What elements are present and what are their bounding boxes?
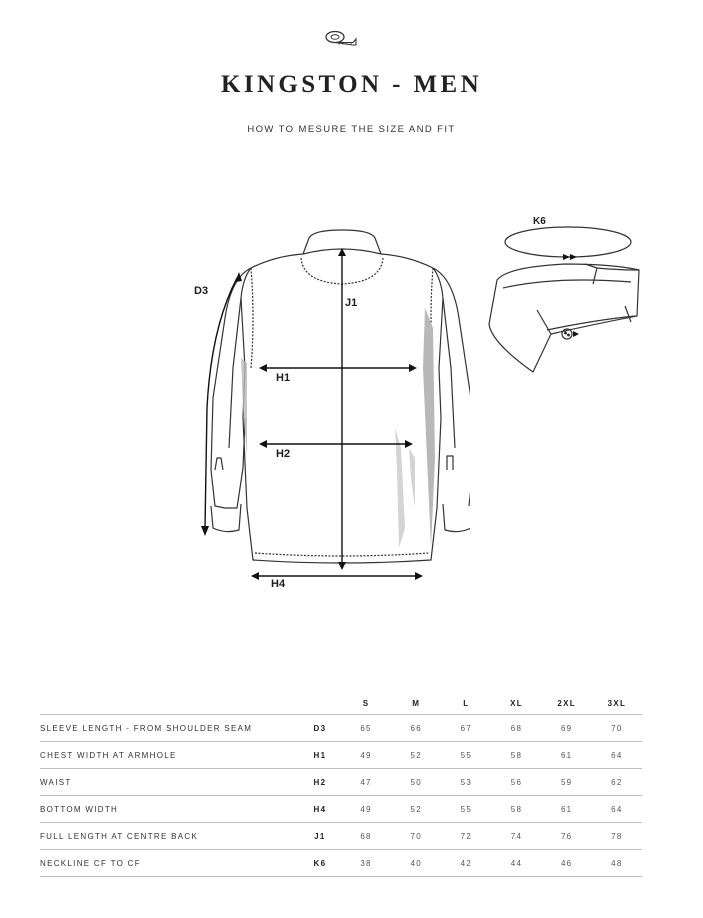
- measure-code: K6: [299, 850, 341, 877]
- page-title: KINGSTON - MEN: [220, 71, 483, 98]
- label-h2: H2: [276, 448, 291, 460]
- size-value: 52: [391, 796, 441, 823]
- size-value: 61: [542, 742, 592, 769]
- label-k6: K6: [533, 216, 546, 227]
- size-value: 44: [491, 850, 541, 877]
- table-header-l: L: [441, 692, 491, 715]
- measure-name: CHEST WIDTH AT ARMHOLE: [40, 742, 299, 769]
- size-value: 55: [441, 796, 491, 823]
- size-table: [40, 692, 642, 877]
- measure-code: D3: [299, 715, 341, 742]
- size-value: 48: [592, 850, 642, 877]
- size-value: 69: [542, 715, 592, 742]
- measure-name: BOTTOM WIDTH: [40, 796, 299, 823]
- table-row: [40, 823, 642, 850]
- label-h1: H1: [276, 372, 291, 384]
- size-value: 58: [491, 742, 541, 769]
- measurement-lines: [201, 248, 423, 580]
- collar-diagram: [485, 212, 645, 382]
- size-value: 64: [592, 796, 642, 823]
- size-value: 49: [341, 742, 391, 769]
- measure-name: WAIST: [40, 769, 299, 796]
- measure-code: J1: [299, 823, 341, 850]
- size-value: 55: [441, 742, 491, 769]
- size-value: 64: [592, 742, 642, 769]
- table-row: [40, 715, 642, 742]
- table-row: [40, 796, 642, 823]
- tape-measure-icon: [323, 28, 359, 48]
- size-value: 78: [592, 823, 642, 850]
- size-value: 61: [542, 796, 592, 823]
- size-value: 58: [491, 796, 541, 823]
- table-header-xl: XL: [491, 692, 541, 715]
- size-value: 53: [441, 769, 491, 796]
- table-header-s: S: [341, 692, 391, 715]
- label-j1: J1: [345, 297, 358, 309]
- size-value: 50: [391, 769, 441, 796]
- size-value: 46: [542, 850, 592, 877]
- size-value: 76: [542, 823, 592, 850]
- page-subtitle: HOW TO MESURE THE SIZE AND FIT: [247, 124, 456, 135]
- table-header: [40, 692, 299, 715]
- table-header-m: M: [391, 692, 441, 715]
- size-value: 52: [391, 742, 441, 769]
- label-d3: D3: [194, 285, 209, 297]
- size-value: 65: [341, 715, 391, 742]
- table-row: [40, 769, 642, 796]
- measure-name: NECKLINE CF TO CF: [40, 850, 299, 877]
- size-value: 59: [542, 769, 592, 796]
- size-value: 56: [491, 769, 541, 796]
- measure-code: H2: [299, 769, 341, 796]
- size-value: 67: [441, 715, 491, 742]
- size-value: 47: [341, 769, 391, 796]
- label-h4: H4: [271, 578, 286, 590]
- table-row: [40, 850, 642, 877]
- table-header: [299, 692, 341, 715]
- size-value: 68: [491, 715, 541, 742]
- size-value: 42: [441, 850, 491, 877]
- size-value: 70: [592, 715, 642, 742]
- measure-code: H4: [299, 796, 341, 823]
- size-value: 66: [391, 715, 441, 742]
- shirt-diagram: [185, 208, 470, 598]
- size-value: 70: [391, 823, 441, 850]
- size-value: 68: [341, 823, 391, 850]
- measure-code: H1: [299, 742, 341, 769]
- table-header-3xl: 3XL: [592, 692, 642, 715]
- table-row: [40, 742, 642, 769]
- table-header-2xl: 2XL: [542, 692, 592, 715]
- size-value: 72: [441, 823, 491, 850]
- measure-name: FULL LENGTH AT CENTRE BACK: [40, 823, 299, 850]
- measure-name: SLEEVE LENGTH - FROM SHOULDER SEAM: [40, 715, 299, 742]
- table-header-row: [40, 692, 642, 715]
- size-value: 74: [491, 823, 541, 850]
- shirt-shading: [241, 308, 435, 548]
- size-value: 62: [592, 769, 642, 796]
- size-value: 40: [391, 850, 441, 877]
- size-value: 38: [341, 850, 391, 877]
- size-value: 49: [341, 796, 391, 823]
